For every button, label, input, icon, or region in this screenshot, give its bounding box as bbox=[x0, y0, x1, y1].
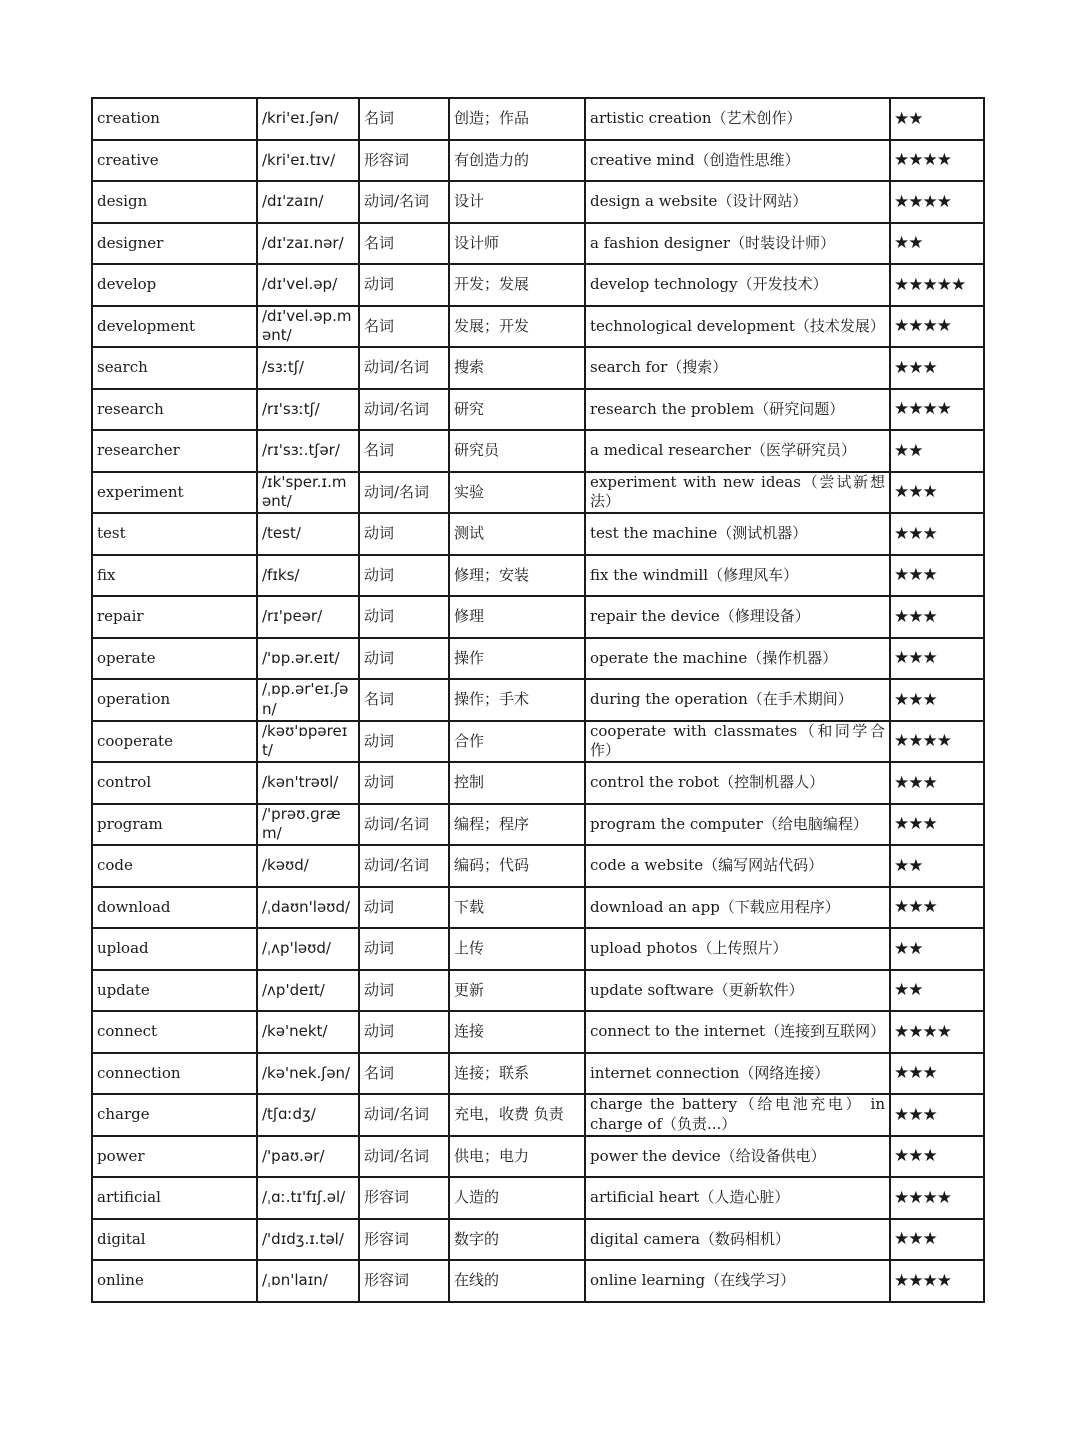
word-cell: power bbox=[92, 1136, 257, 1178]
table-row bbox=[92, 181, 984, 223]
example-cell: experiment with new ideas（尝试新想法） bbox=[585, 472, 890, 514]
example-cell: charge the battery（给电池充电） in charge of（负责...） bbox=[585, 1094, 890, 1136]
rating-stars: ★★★ bbox=[890, 555, 984, 597]
pronunciation-cell: /kri'eɪ.ʃən/ bbox=[257, 98, 359, 140]
example-cell: cooperate with classmates（和同学合作） bbox=[585, 721, 890, 763]
part-of-speech-cell: 动词 bbox=[359, 928, 449, 970]
example-cell: develop technology（开发技术） bbox=[585, 264, 890, 306]
example-cell: upload photos（上传照片） bbox=[585, 928, 890, 970]
table-row bbox=[92, 347, 984, 389]
meaning-cell: 下载 bbox=[449, 887, 585, 929]
pronunciation-cell: /tʃɑːdʒ/ bbox=[257, 1094, 359, 1136]
part-of-speech-cell: 动词 bbox=[359, 1011, 449, 1053]
example-cell: research the problem（研究问题） bbox=[585, 389, 890, 431]
pronunciation-cell: /ˌɑː.tɪ'fɪʃ.əl/ bbox=[257, 1177, 359, 1219]
meaning-cell: 设计师 bbox=[449, 223, 585, 265]
pronunciation-cell: /'prəʊ.ɡræm/ bbox=[257, 804, 359, 846]
table-row bbox=[92, 430, 984, 472]
rating-stars: ★★★ bbox=[890, 1094, 984, 1136]
pronunciation-cell: /ˌdaʊn'ləʊd/ bbox=[257, 887, 359, 929]
part-of-speech-cell: 动词/名词 bbox=[359, 1094, 449, 1136]
word-cell: artificial bbox=[92, 1177, 257, 1219]
rating-stars: ★★ bbox=[890, 223, 984, 265]
pronunciation-cell: /rɪ'sɜː.tʃər/ bbox=[257, 430, 359, 472]
example-cell: program the computer（给电脑编程） bbox=[585, 804, 890, 846]
meaning-cell: 人造的 bbox=[449, 1177, 585, 1219]
pronunciation-cell: /sɜːtʃ/ bbox=[257, 347, 359, 389]
meaning-cell: 合作 bbox=[449, 721, 585, 763]
example-cell: creative mind（创造性思维） bbox=[585, 140, 890, 182]
word-cell: program bbox=[92, 804, 257, 846]
part-of-speech-cell: 动词 bbox=[359, 513, 449, 555]
example-cell: fix the windmill（修理风车） bbox=[585, 555, 890, 597]
table-row bbox=[92, 140, 984, 182]
meaning-cell: 发展；开发 bbox=[449, 306, 585, 348]
example-cell: repair the device（修理设备） bbox=[585, 596, 890, 638]
rating-stars: ★★★★★ bbox=[890, 264, 984, 306]
rating-stars: ★★★★ bbox=[890, 306, 984, 348]
word-cell: charge bbox=[92, 1094, 257, 1136]
example-cell: a medical researcher（医学研究员） bbox=[585, 430, 890, 472]
word-cell: download bbox=[92, 887, 257, 929]
table-row bbox=[92, 928, 984, 970]
example-cell: operate the machine（操作机器） bbox=[585, 638, 890, 680]
example-cell: search for（搜索） bbox=[585, 347, 890, 389]
table-row bbox=[92, 513, 984, 555]
word-cell: researcher bbox=[92, 430, 257, 472]
pronunciation-cell: /rɪ'peər/ bbox=[257, 596, 359, 638]
meaning-cell: 测试 bbox=[449, 513, 585, 555]
meaning-cell: 搜索 bbox=[449, 347, 585, 389]
example-cell: code a website（编写网站代码） bbox=[585, 845, 890, 887]
rating-stars: ★★ bbox=[890, 970, 984, 1012]
part-of-speech-cell: 动词/名词 bbox=[359, 472, 449, 514]
pronunciation-cell: /kəʊd/ bbox=[257, 845, 359, 887]
table-row bbox=[92, 1136, 984, 1178]
meaning-cell: 编码；代码 bbox=[449, 845, 585, 887]
example-cell: power the device（给设备供电） bbox=[585, 1136, 890, 1178]
table-row bbox=[92, 887, 984, 929]
meaning-cell: 编程；程序 bbox=[449, 804, 585, 846]
rating-stars: ★★★ bbox=[890, 804, 984, 846]
table-row bbox=[92, 596, 984, 638]
example-cell: artificial heart（人造心脏） bbox=[585, 1177, 890, 1219]
meaning-cell: 设计 bbox=[449, 181, 585, 223]
vocabulary-table bbox=[91, 97, 985, 1303]
part-of-speech-cell: 名词 bbox=[359, 223, 449, 265]
meaning-cell: 修理；安装 bbox=[449, 555, 585, 597]
word-cell: digital bbox=[92, 1219, 257, 1261]
table-row bbox=[92, 1094, 984, 1136]
word-cell: online bbox=[92, 1260, 257, 1302]
part-of-speech-cell: 动词/名词 bbox=[359, 347, 449, 389]
table-row bbox=[92, 223, 984, 265]
table-row bbox=[92, 306, 984, 348]
rating-stars: ★★★ bbox=[890, 1219, 984, 1261]
meaning-cell: 研究员 bbox=[449, 430, 585, 472]
part-of-speech-cell: 形容词 bbox=[359, 1177, 449, 1219]
table-row bbox=[92, 1011, 984, 1053]
rating-stars: ★★★ bbox=[890, 762, 984, 804]
word-cell: repair bbox=[92, 596, 257, 638]
part-of-speech-cell: 动词 bbox=[359, 555, 449, 597]
vocabulary-table-body bbox=[92, 98, 984, 1302]
pronunciation-cell: /ˌɒn'laɪn/ bbox=[257, 1260, 359, 1302]
table-row bbox=[92, 721, 984, 763]
rating-stars: ★★★★ bbox=[890, 721, 984, 763]
word-cell: upload bbox=[92, 928, 257, 970]
part-of-speech-cell: 动词 bbox=[359, 887, 449, 929]
part-of-speech-cell: 形容词 bbox=[359, 1260, 449, 1302]
table-row bbox=[92, 970, 984, 1012]
table-row bbox=[92, 389, 984, 431]
word-cell: development bbox=[92, 306, 257, 348]
pronunciation-cell: /test/ bbox=[257, 513, 359, 555]
rating-stars: ★★★ bbox=[890, 679, 984, 721]
meaning-cell: 在线的 bbox=[449, 1260, 585, 1302]
pronunciation-cell: /ˌʌp'ləʊd/ bbox=[257, 928, 359, 970]
word-cell: connection bbox=[92, 1053, 257, 1095]
example-cell: design a website（设计网站） bbox=[585, 181, 890, 223]
meaning-cell: 创造；作品 bbox=[449, 98, 585, 140]
part-of-speech-cell: 动词 bbox=[359, 264, 449, 306]
word-cell: search bbox=[92, 347, 257, 389]
rating-stars: ★★★ bbox=[890, 472, 984, 514]
meaning-cell: 实验 bbox=[449, 472, 585, 514]
table-row bbox=[92, 555, 984, 597]
rating-stars: ★★★ bbox=[890, 638, 984, 680]
rating-stars: ★★ bbox=[890, 98, 984, 140]
rating-stars: ★★★★ bbox=[890, 1260, 984, 1302]
rating-stars: ★★★ bbox=[890, 887, 984, 929]
word-cell: experiment bbox=[92, 472, 257, 514]
rating-stars: ★★★ bbox=[890, 596, 984, 638]
part-of-speech-cell: 名词 bbox=[359, 306, 449, 348]
meaning-cell: 供电；电力 bbox=[449, 1136, 585, 1178]
example-cell: control the robot（控制机器人） bbox=[585, 762, 890, 804]
part-of-speech-cell: 动词 bbox=[359, 970, 449, 1012]
example-cell: a fashion designer（时装设计师） bbox=[585, 223, 890, 265]
part-of-speech-cell: 动词 bbox=[359, 762, 449, 804]
word-cell: control bbox=[92, 762, 257, 804]
rating-stars: ★★★ bbox=[890, 1053, 984, 1095]
word-cell: operate bbox=[92, 638, 257, 680]
pronunciation-cell: /ʌp'deɪt/ bbox=[257, 970, 359, 1012]
word-cell: fix bbox=[92, 555, 257, 597]
meaning-cell: 研究 bbox=[449, 389, 585, 431]
pronunciation-cell: /ɪk'sper.ɪ.mənt/ bbox=[257, 472, 359, 514]
table-row bbox=[92, 845, 984, 887]
part-of-speech-cell: 动词/名词 bbox=[359, 389, 449, 431]
pronunciation-cell: /kə'nekt/ bbox=[257, 1011, 359, 1053]
pronunciation-cell: /rɪ'sɜːtʃ/ bbox=[257, 389, 359, 431]
meaning-cell: 修理 bbox=[449, 596, 585, 638]
pronunciation-cell: /'dɪdʒ.ɪ.təl/ bbox=[257, 1219, 359, 1261]
pronunciation-cell: /ˌɒp.ər'eɪ.ʃən/ bbox=[257, 679, 359, 721]
table-row bbox=[92, 638, 984, 680]
part-of-speech-cell: 名词 bbox=[359, 98, 449, 140]
table-row bbox=[92, 679, 984, 721]
example-cell: technological development（技术发展） bbox=[585, 306, 890, 348]
table-row bbox=[92, 1053, 984, 1095]
part-of-speech-cell: 动词 bbox=[359, 721, 449, 763]
example-cell: online learning（在线学习） bbox=[585, 1260, 890, 1302]
meaning-cell: 数字的 bbox=[449, 1219, 585, 1261]
part-of-speech-cell: 动词 bbox=[359, 638, 449, 680]
pronunciation-cell: /dɪ'zaɪ.nər/ bbox=[257, 223, 359, 265]
word-cell: designer bbox=[92, 223, 257, 265]
pronunciation-cell: /dɪ'zaɪn/ bbox=[257, 181, 359, 223]
rating-stars: ★★★★ bbox=[890, 389, 984, 431]
table-row bbox=[92, 804, 984, 846]
pronunciation-cell: /kri'eɪ.tɪv/ bbox=[257, 140, 359, 182]
rating-stars: ★★ bbox=[890, 928, 984, 970]
table-row bbox=[92, 264, 984, 306]
word-cell: design bbox=[92, 181, 257, 223]
rating-stars: ★★ bbox=[890, 430, 984, 472]
pronunciation-cell: /'paʊ.ər/ bbox=[257, 1136, 359, 1178]
example-cell: update software（更新软件） bbox=[585, 970, 890, 1012]
example-cell: during the operation（在手术期间） bbox=[585, 679, 890, 721]
pronunciation-cell: /kə'nek.ʃən/ bbox=[257, 1053, 359, 1095]
meaning-cell: 操作 bbox=[449, 638, 585, 680]
word-cell: research bbox=[92, 389, 257, 431]
pronunciation-cell: /dɪ'vel.əp.mənt/ bbox=[257, 306, 359, 348]
meaning-cell: 连接；联系 bbox=[449, 1053, 585, 1095]
table-row bbox=[92, 472, 984, 514]
part-of-speech-cell: 形容词 bbox=[359, 140, 449, 182]
table-row bbox=[92, 1260, 984, 1302]
word-cell: test bbox=[92, 513, 257, 555]
rating-stars: ★★ bbox=[890, 845, 984, 887]
pronunciation-cell: /kən'trəʊl/ bbox=[257, 762, 359, 804]
meaning-cell: 有创造力的 bbox=[449, 140, 585, 182]
part-of-speech-cell: 形容词 bbox=[359, 1219, 449, 1261]
rating-stars: ★★★ bbox=[890, 513, 984, 555]
rating-stars: ★★★★ bbox=[890, 1177, 984, 1219]
example-cell: internet connection（网络连接） bbox=[585, 1053, 890, 1095]
pronunciation-cell: /kəʊ'ɒpəreɪt/ bbox=[257, 721, 359, 763]
part-of-speech-cell: 名词 bbox=[359, 1053, 449, 1095]
word-cell: operation bbox=[92, 679, 257, 721]
example-cell: artistic creation（艺术创作） bbox=[585, 98, 890, 140]
meaning-cell: 操作；手术 bbox=[449, 679, 585, 721]
meaning-cell: 连接 bbox=[449, 1011, 585, 1053]
example-cell: connect to the internet（连接到互联网） bbox=[585, 1011, 890, 1053]
example-cell: download an app（下载应用程序） bbox=[585, 887, 890, 929]
part-of-speech-cell: 动词/名词 bbox=[359, 181, 449, 223]
rating-stars: ★★★★ bbox=[890, 1011, 984, 1053]
table-row bbox=[92, 98, 984, 140]
word-cell: creation bbox=[92, 98, 257, 140]
part-of-speech-cell: 动词/名词 bbox=[359, 1136, 449, 1178]
example-cell: digital camera（数码相机） bbox=[585, 1219, 890, 1261]
rating-stars: ★★★ bbox=[890, 1136, 984, 1178]
word-cell: cooperate bbox=[92, 721, 257, 763]
table-row bbox=[92, 1219, 984, 1261]
meaning-cell: 开发；发展 bbox=[449, 264, 585, 306]
meaning-cell: 更新 bbox=[449, 970, 585, 1012]
rating-stars: ★★★ bbox=[890, 347, 984, 389]
pronunciation-cell: /fɪks/ bbox=[257, 555, 359, 597]
pronunciation-cell: /dɪ'vel.əp/ bbox=[257, 264, 359, 306]
table-row bbox=[92, 1177, 984, 1219]
word-cell: creative bbox=[92, 140, 257, 182]
example-cell: test the machine（测试机器） bbox=[585, 513, 890, 555]
pronunciation-cell: /'ɒp.ər.eɪt/ bbox=[257, 638, 359, 680]
word-cell: develop bbox=[92, 264, 257, 306]
part-of-speech-cell: 名词 bbox=[359, 430, 449, 472]
part-of-speech-cell: 动词/名词 bbox=[359, 845, 449, 887]
part-of-speech-cell: 名词 bbox=[359, 679, 449, 721]
table-row bbox=[92, 762, 984, 804]
rating-stars: ★★★★ bbox=[890, 181, 984, 223]
meaning-cell: 充电，收费 负责 bbox=[449, 1094, 585, 1136]
word-cell: code bbox=[92, 845, 257, 887]
word-cell: update bbox=[92, 970, 257, 1012]
meaning-cell: 控制 bbox=[449, 762, 585, 804]
word-cell: connect bbox=[92, 1011, 257, 1053]
meaning-cell: 上传 bbox=[449, 928, 585, 970]
part-of-speech-cell: 动词 bbox=[359, 596, 449, 638]
rating-stars: ★★★★ bbox=[890, 140, 984, 182]
part-of-speech-cell: 动词/名词 bbox=[359, 804, 449, 846]
